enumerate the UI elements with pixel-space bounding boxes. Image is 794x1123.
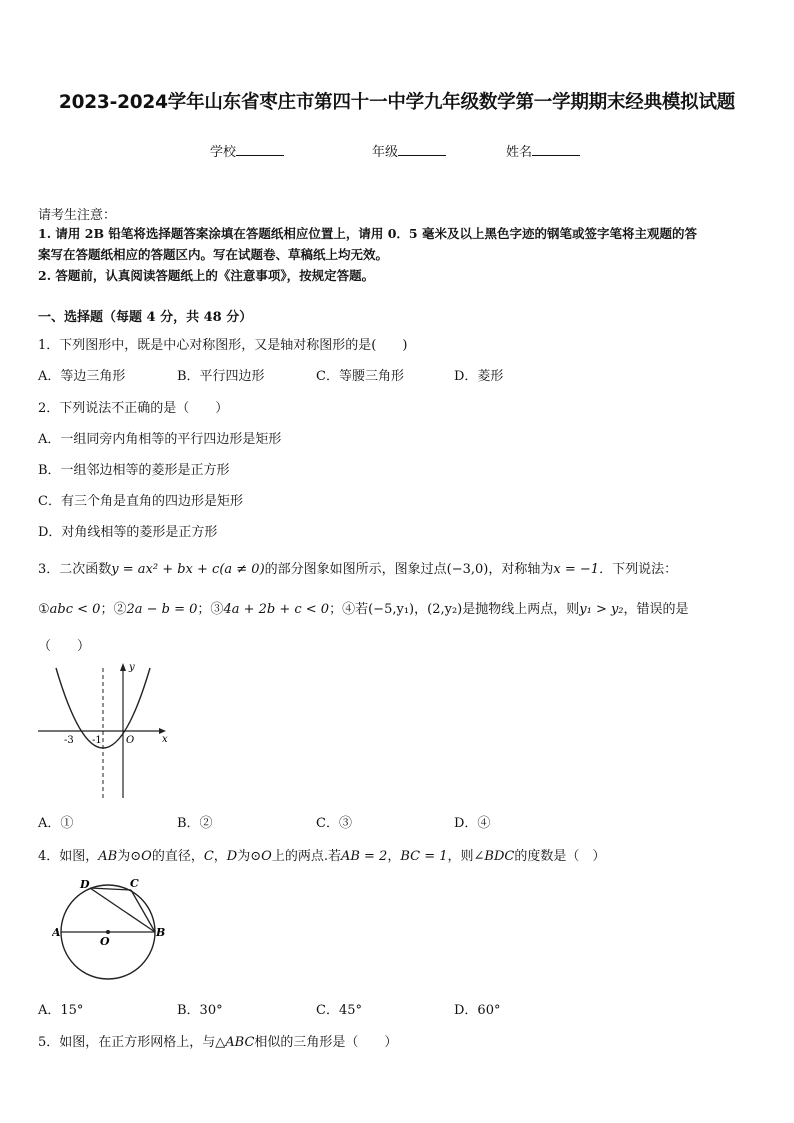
q4-point-d: D bbox=[226, 849, 238, 864]
q3-s4-point1: (−5,y₁) bbox=[368, 602, 415, 617]
q4-stem-a: 4．如图， bbox=[38, 849, 99, 864]
q3-s4-end: ，错误的是 bbox=[623, 602, 689, 617]
name-field bbox=[506, 141, 580, 160]
q3-stem-b: 的部分图象如图所示，图象过点 bbox=[264, 562, 447, 577]
q3-stem bbox=[38, 558, 677, 577]
q4-point-c: C bbox=[203, 849, 214, 864]
q4-comma: ， bbox=[213, 849, 227, 864]
grade-label: 年级 bbox=[372, 145, 399, 160]
q4-circle-1: ⊙O bbox=[130, 849, 152, 864]
q4-option-c: C．45° bbox=[316, 1003, 362, 1018]
q4-chord-cb bbox=[131, 890, 155, 932]
q4-option-a: A．15° bbox=[38, 1003, 84, 1018]
q3-sep3: ； bbox=[329, 602, 343, 617]
q4-stem-f: ，则 bbox=[447, 849, 474, 864]
q3-stem-c: ，对称轴为 bbox=[488, 562, 554, 577]
q4-stem-d: 为 bbox=[237, 849, 251, 864]
q4-stem bbox=[38, 845, 605, 864]
notice-line-2: 2. 答题前，认真阅读答题纸上的《注意事项》，按规定答题。 bbox=[38, 268, 375, 283]
q4-eq2: BC = 1 bbox=[400, 849, 448, 864]
q2-option-a: A．一组同旁内角相等的平行四边形是矩形 bbox=[38, 432, 282, 447]
exam-title: 2023-2024学年山东省枣庄市第四十一中学九年级数学第一学期期末经典模拟试题 bbox=[58, 92, 736, 113]
q3-stem-a: 3．二次函数 bbox=[38, 562, 112, 577]
q4-stem-b: 为 bbox=[117, 849, 131, 864]
q3-point: (−3,0) bbox=[446, 562, 489, 577]
q1-option-a: A．等边三角形 bbox=[38, 369, 126, 384]
q2-stem: 2．下列说法不正确的是（ ） bbox=[38, 401, 229, 416]
name-label: 姓名 bbox=[506, 145, 533, 160]
q4-circle-2: ⊙O bbox=[250, 849, 272, 864]
q3-sep2: ； bbox=[197, 602, 211, 617]
q2-option-d: D．对角线相等的菱形是正方形 bbox=[38, 525, 218, 540]
q4-label-d: D bbox=[80, 878, 90, 891]
q3-s2-num: ② bbox=[113, 602, 127, 617]
q4-option-b: B．30° bbox=[177, 1003, 223, 1018]
q3-s3-num: ③ bbox=[210, 602, 224, 617]
q3-sep1: ； bbox=[100, 602, 114, 617]
q3-tick-m3: -3 bbox=[64, 735, 74, 746]
q3-s1-num: ① bbox=[38, 602, 50, 617]
q3-formula: y = ax² + bx + c(a ≠ 0) bbox=[111, 562, 265, 577]
q4-chord-db bbox=[90, 888, 155, 932]
q3-y-label: y bbox=[129, 662, 135, 673]
q3-stem-d: ．下列说法： bbox=[599, 562, 678, 577]
q3-option-a: A．① bbox=[38, 816, 74, 831]
q3-axis: x = −1 bbox=[553, 562, 600, 577]
q3-option-d: D．④ bbox=[454, 816, 491, 831]
q1-option-d: D．菱形 bbox=[454, 369, 504, 384]
q3-s4-point2: (2,y₂) bbox=[427, 602, 463, 617]
q4-label-c: C bbox=[130, 877, 139, 890]
q3-origin-label: O bbox=[126, 735, 135, 746]
q4-circle-figure bbox=[52, 873, 172, 985]
q3-x-label: x bbox=[162, 734, 168, 745]
school-label: 学校 bbox=[210, 145, 237, 160]
name-blank bbox=[532, 143, 580, 156]
q5-stem bbox=[38, 1031, 397, 1050]
q5-stem-b: 相似的三角形是（ ） bbox=[254, 1035, 398, 1050]
q1-stem: 1．下列图形中，既是中心对称图形，又是轴对称图形的是( ) bbox=[38, 338, 408, 353]
q3-s2-formula: 2a − b = 0 bbox=[126, 602, 198, 617]
q4-label-o: O bbox=[100, 935, 110, 948]
q4-angle: ∠BDC bbox=[473, 849, 515, 864]
q5-triangle: △ABC bbox=[215, 1035, 255, 1050]
q4-label-b: B bbox=[156, 926, 166, 939]
q3-option-c: C．③ bbox=[316, 816, 352, 831]
school-field bbox=[210, 141, 284, 160]
notice-line-1b: 案写在答题纸相应的答题区内。写在试题卷、草稿纸上均无效。 bbox=[38, 247, 389, 262]
grade-field bbox=[372, 141, 446, 160]
q3-answer-paren: （ ） bbox=[38, 639, 91, 654]
q3-option-b: B．② bbox=[177, 816, 213, 831]
q3-parabola-graph bbox=[38, 658, 173, 803]
q3-s3-formula: 4a + 2b + c < 0 bbox=[223, 602, 330, 617]
q1-option-c: C．等腰三角形 bbox=[316, 369, 404, 384]
q4-label-a: A bbox=[52, 926, 61, 939]
q1-option-b: B．平行四边形 bbox=[177, 369, 265, 384]
q3-s4-text: 是抛物线上两点，则 bbox=[462, 602, 580, 617]
q3-s4-comma: ， bbox=[414, 602, 428, 617]
q3-tick-m1: -1 bbox=[92, 735, 102, 746]
q3-y-arrow-icon bbox=[120, 663, 126, 671]
notice-heading: 请考生注意： bbox=[38, 208, 117, 223]
q3-s1-formula: abc < 0 bbox=[49, 602, 101, 617]
q4-stem-e: 上的两点.若 bbox=[271, 849, 341, 864]
school-blank bbox=[236, 143, 284, 156]
q4-ab: AB bbox=[98, 849, 118, 864]
section-heading: 一、选择题（每题 4 分，共 48 分） bbox=[38, 310, 253, 325]
q4-option-d: D．60° bbox=[454, 1003, 501, 1018]
q2-option-b: B．一组邻边相等的菱形是正方形 bbox=[38, 463, 230, 478]
grade-blank bbox=[398, 143, 446, 156]
q5-stem-a: 5．如图，在正方形网格上，与 bbox=[38, 1035, 216, 1050]
q3-s4-num: ④若 bbox=[342, 602, 369, 617]
q3-statements bbox=[38, 598, 689, 617]
q4-stem-g: 的度数是（ ） bbox=[514, 849, 606, 864]
q4-eq1: AB = 2 bbox=[340, 849, 388, 864]
q4-comma2: ， bbox=[387, 849, 401, 864]
q3-s4-formula: y₁ > y₂ bbox=[579, 602, 624, 617]
q2-option-c: C．有三个角是直角的四边形是矩形 bbox=[38, 494, 243, 509]
notice-line-1a: 1. 请用 2B 铅笔将选择题答案涂填在答题纸相应位置上，请用 0．5 毫米及以上黑色字迹的钢笔或签字笔将主观题的答 bbox=[38, 226, 697, 241]
q4-center-dot bbox=[106, 930, 110, 934]
q4-stem-c: 的直径， bbox=[151, 849, 204, 864]
